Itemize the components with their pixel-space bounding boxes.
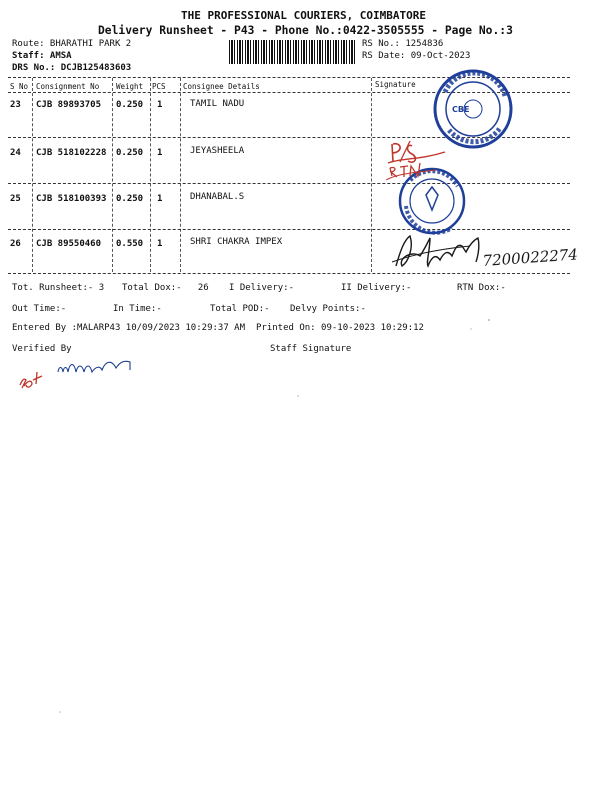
- row-weight: 0.250: [116, 100, 144, 110]
- drs-number: DRS No.: DCJB125483603: [12, 63, 132, 73]
- row-sno: 24: [10, 148, 21, 158]
- ii-delivery: II Delivery:-: [341, 283, 412, 293]
- i-delivery: I Delivery:-: [229, 283, 295, 293]
- total-pod: Total POD:-: [210, 304, 270, 314]
- rs-date: RS Date: 09-Oct-2023: [362, 51, 471, 61]
- staff-signature-label: Staff Signature: [270, 344, 352, 354]
- total-dox: Total Dox:- 26: [122, 283, 209, 293]
- row-consignment: CJB 518100393: [36, 194, 107, 204]
- row-consignee: TAMIL NADU: [190, 99, 245, 109]
- printed-on: Printed On: 09-10-2023 10:29:12: [256, 323, 424, 333]
- row-consignee: SHRI CHAKRA IMPEX: [190, 237, 283, 247]
- row-consignment: CJB 89893705: [36, 100, 102, 110]
- row-weight: 0.250: [116, 194, 144, 204]
- row-sno: 26: [10, 239, 21, 249]
- verified-signature: [20, 361, 130, 388]
- row-consignment: CJB 518102228: [36, 148, 107, 158]
- bank-stamp: [400, 169, 464, 233]
- signature-row-26: [392, 236, 479, 266]
- company-stamp: [435, 71, 511, 147]
- row-sno: 25: [10, 194, 21, 204]
- entered-by: Entered By :MALARP43 10/09/2023 10:29:37 AM: [12, 323, 245, 333]
- row-consignee: JEYASHEELA: [190, 146, 245, 156]
- runsheet-title: Delivery Runsheet - P43 - Phone No.:0422-3505555 - Page No.:3: [98, 24, 513, 37]
- out-time: Out Time:-: [12, 304, 67, 314]
- staff-label: Staff: AMSA: [12, 51, 72, 61]
- delivery-points: Delvy Points:-: [290, 304, 366, 314]
- company-name: THE PROFESSIONAL COURIERS, COIMBATORE: [181, 9, 427, 22]
- col-header-consignment: Consignment No: [36, 82, 100, 91]
- rs-number: RS No.: 1254836: [362, 39, 444, 49]
- in-time: In Time:-: [113, 304, 162, 314]
- row-pcs: 1: [157, 148, 163, 158]
- total-runsheet: Tot. Runsheet:- 3: [12, 283, 105, 293]
- row-consignment: CJB 89550460: [36, 239, 102, 249]
- col-header-pcs: PCS: [152, 82, 166, 91]
- row-pcs: 1: [157, 239, 163, 249]
- route-label: Route: BHARATHI PARK 2: [12, 39, 132, 49]
- row-pcs: 1: [157, 194, 163, 204]
- row-pcs: 1: [157, 100, 163, 110]
- row-consignee: DHANABAL.S: [190, 192, 245, 202]
- verified-by-label: Verified By: [12, 344, 72, 354]
- row-weight: 0.550: [116, 239, 144, 249]
- rtn-dox: RTN Dox:-: [457, 283, 506, 293]
- row-sno: 23: [10, 100, 21, 110]
- svg-text:CBE: CBE: [452, 105, 470, 114]
- col-header-signature: Signature: [375, 80, 416, 89]
- col-header-weight: Weight: [116, 82, 144, 91]
- row-weight: 0.250: [116, 148, 144, 158]
- col-header-sno: S No: [10, 82, 29, 91]
- phone-handwritten: 7200022274: [482, 245, 579, 270]
- col-header-consignee: Consignee Details: [183, 82, 260, 91]
